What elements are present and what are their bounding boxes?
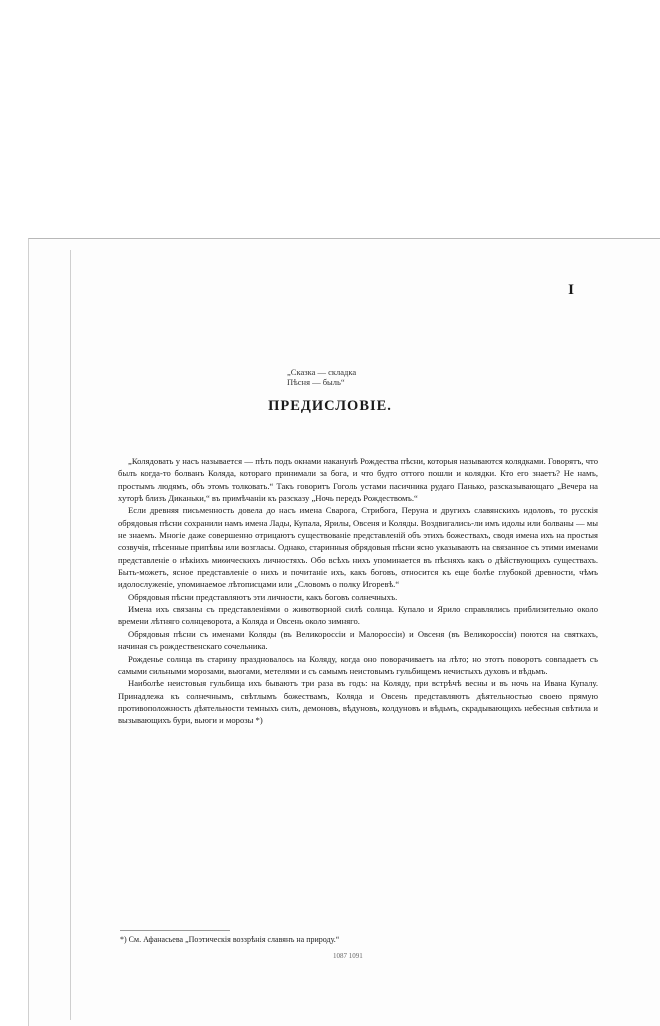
epigraph-line: Пѣсня — быль“ — [287, 377, 345, 387]
paragraph: Имена ихъ связаны съ представленіями о животворной силѣ солнца. Купало и Ярило справлялись приблизительно около времени лѣтняго солнцеворота, а Коляда и Овсень около зимняго. — [118, 604, 598, 627]
paragraph: Обрядовыя пѣсни представляютъ эти личности, какъ боговъ солнечныхъ. — [128, 591, 398, 602]
epigraph — [287, 367, 356, 387]
paragraph: Если древняя письменность довела до насъ имена Сварога, Стрибога, Перуна и другихъ славянскихъ идоловъ, то русскія обрядовыя пѣсни сохранили намъ имена Лады, Купала, Ярилы, Овсеня и Коляды. Воздвигались-ли имъ идолы или болваны — мы не знаемъ. Многіе даже совершенно отрицаютъ существованіе представленій объ этихъ божествахъ, сводя имена ихъ на простыя созвучія, пѣсенные припѣвы или возгласы. Однако, старинныя обрядовыя пѣсни ясно указываютъ на связанное съ этими именами представленіе о нѣкіихъ миѳическихъ личностяхъ. Обо всѣхъ нихъ упоминается въ пѣсняхъ какъ о дѣйствующихъ существахъ. Быть-можетъ, ясное представленіе о нихъ и почитаніе ихъ, какъ боговъ, относится къ еще болѣе глубокой древности, чѣмъ идолослуженіе, упоминаемое лѣтописцами или „Словомъ о полку Игоревѣ.“ — [118, 505, 598, 590]
page-title: ПРЕДИСЛОВІЕ. — [268, 398, 392, 414]
print-mark: 1087 1091 — [333, 952, 363, 960]
binding-edge — [70, 250, 71, 1020]
paragraph: Обрядовыя пѣсни съ именами Коляды (въ Великороссіи и Малороссіи) и Овсеня (въ Великороссіи) поются на святкахъ, начиная съ рождественскаго сочельника. — [118, 628, 598, 652]
page-number: I — [568, 282, 574, 298]
paragraph: Рожденье солнца въ старину праздновалось на Коляду, когда оно поворачиваетъ на лѣто; но этотъ поворотъ совпадаетъ съ самыми сильными морозами, вьюгами, метелями и съ самымъ неистовымъ гульбищемъ нечистыхъ духовъ и вѣдьмъ. — [118, 653, 598, 676]
preface-body — [118, 455, 598, 727]
epigraph-line: „Сказка — складка — [287, 367, 357, 377]
footnote: *) См. Афанасьева „Поэтическія воззрѣнія славянъ на природу.“ — [120, 935, 340, 944]
paragraph: „Колядовать у насъ называется — пѣть подъ окнами наканунѣ Рождества пѣсни, которыя называются колядками. Говорятъ, что былъ когда-то болванъ Коляда, котораго принимали за бога, и что будто оттого пошли и колядки. Кто его знаетъ? Не намъ, простымъ людямъ, объ этомъ толковать.“ Такъ говоритъ Гоголь устами пасичника рудаго Панько, разсказывающаго „Вечера на хуторѣ близъ Диканьки,“ въ примѣчаніи къ разсказу „Ночь передъ Рождествомъ.“ — [118, 456, 598, 504]
paragraph: Наиболѣе неистовыя гульбища ихъ бываютъ три раза въ годъ: на Коляду, при встрѣчѣ весны и въ ночь на Ивана Купалу. Принадлежа къ солнечнымъ, свѣтлымъ божествамъ, Коляда и Овсень представляютъ дѣятельностью своею прямую противоположность дѣятельности темныхъ силъ, демоновъ, вѣдуновъ, колдуновъ и вѣдьмъ, скрадывающихъ небесныя свѣтила и вызывающихъ бури, вьюги и морозы *) — [118, 678, 598, 726]
footnote-divider — [120, 930, 230, 931]
